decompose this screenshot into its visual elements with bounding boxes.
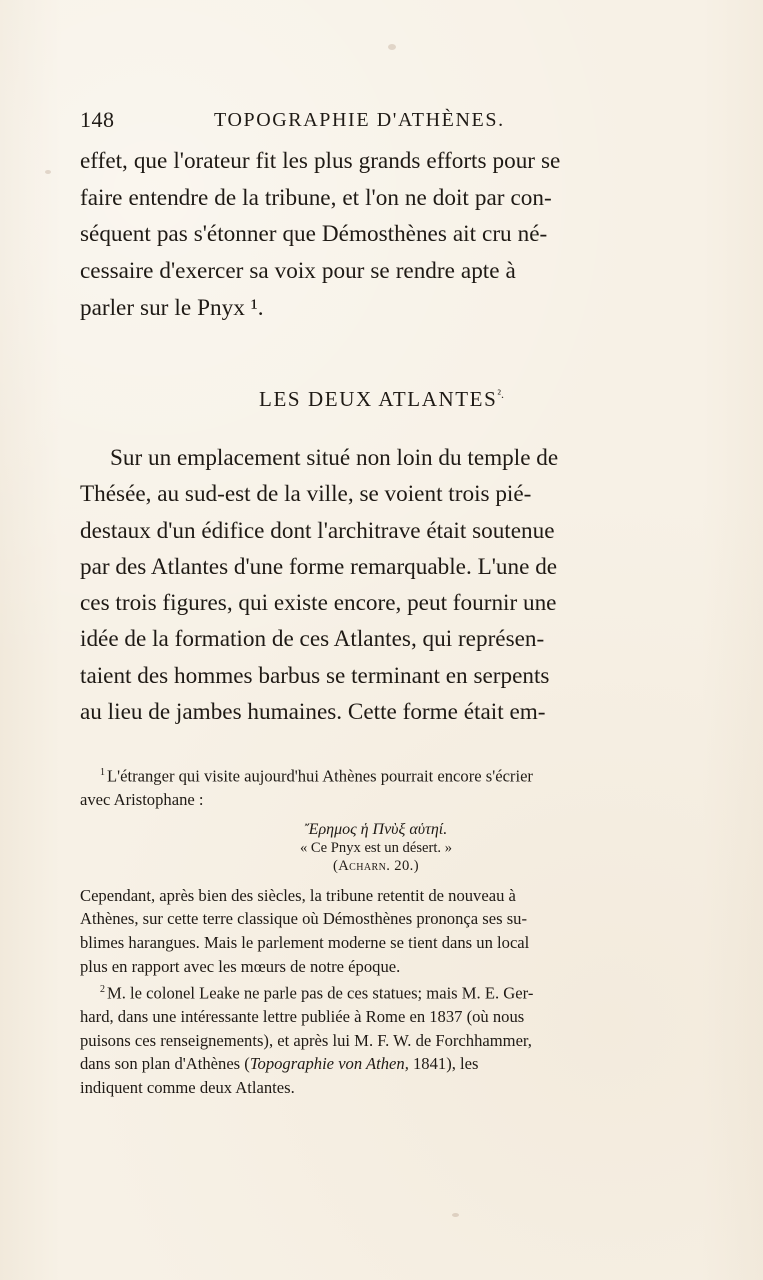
footnote-1-number: 1	[100, 767, 105, 778]
footnote-2-line-1	[80, 978, 672, 1005]
footnote-2-line-4	[80, 1052, 672, 1076]
body-2-line-7: taient des hommes barbus se terminant en serpents	[80, 662, 550, 689]
footnote-2-line-2: hard, dans une intéressante lettre publiée à Rome en 1837 (où nous	[80, 1007, 525, 1027]
footnote-1-cont-4: plus en rapport avec les mœurs de notre époque.	[80, 956, 401, 976]
body-2-line-4: par des Atlantes d'une forme remarquable. L'une de	[80, 553, 558, 580]
footnote-1	[80, 761, 672, 978]
body-2-line-6: idée de la formation de ces Atlantes, qui représen-	[80, 626, 545, 653]
footnote-1-cont-2: Athènes, sur cette terre classique où Démosthènes prononça ses su-	[80, 909, 527, 929]
running-title: TOPOGRAPHIE D'ATHÈNES.	[214, 109, 505, 131]
footnote-1-line-1	[80, 761, 672, 788]
paper-speck	[388, 44, 396, 50]
body-2-line-1: Sur un emplacement situé non loin du temple de	[110, 445, 559, 471]
paper-speck	[45, 170, 51, 174]
footnote-2-line-3: puisons ces renseignements), et après lui M. F. W. de Forchhammer,	[80, 1030, 532, 1050]
footnote-1-text-1: L'étranger qui visite aujourd'hui Athènes pourrait encore s'écrier	[107, 766, 533, 786]
footnote-1-cont-3: blimes harangues. Mais le parlement moderne se tient dans un local	[80, 932, 530, 952]
footnote-2-line-4-start: dans son plan d'Athènes (	[80, 1054, 250, 1074]
page-number: 148	[80, 107, 115, 132]
body-1-line-5: parler sur le Pnyx ¹.	[80, 294, 264, 321]
footnote-1-continuation	[80, 884, 672, 978]
section-heading-text: LES DEUX ATLANTES	[259, 387, 498, 411]
main-text-continuation	[80, 143, 672, 327]
french-quote: « Ce Pnyx est un désert. »	[299, 839, 452, 856]
greek-quote	[80, 821, 672, 875]
footnote-2-text-1: M. le colonel Leake ne parle pas de ces statues; mais M. E. Ger-	[107, 983, 534, 1003]
page-header	[80, 106, 672, 134]
footnote-2-title: Topographie von Athen,	[249, 1054, 409, 1074]
body-2-line-3: destaux d'un édifice dont l'architrave était soutenue	[80, 517, 555, 544]
body-1-line-3: séquent pas s'étonner que Démosthènes ait cru né-	[80, 221, 548, 248]
footnote-2-line-5: indiquent comme deux Atlantes.	[80, 1078, 295, 1097]
body-1-line-1: effet, que l'orateur fit les plus grands efforts pour se	[80, 148, 561, 174]
footnote-1-cont-1: Cependant, après bien des siècles, la tribune retentit de nouveau à	[80, 885, 516, 905]
footnotes	[80, 761, 672, 1100]
quote-citation: (Acharn. 20.)	[332, 857, 419, 874]
section-heading-note-ref: ².	[497, 387, 504, 401]
section-heading	[0, 380, 763, 413]
section-body	[80, 440, 672, 730]
body-2-line-8: au lieu de jambes humaines. Cette forme était em-	[80, 699, 546, 726]
body-2-line-2: Thésée, au sud-est de la ville, se voient trois pié-	[80, 481, 532, 508]
footnote-2	[80, 978, 672, 1100]
footnote-1-line-2: avec Aristophane :	[80, 790, 204, 810]
body-1-line-2: faire entendre de la tribune, et l'on ne doit par con-	[80, 184, 552, 211]
greek-line: Ἔρημος ἡ Πνὺξ αὑτηί.	[304, 820, 448, 838]
paper-speck	[452, 1213, 459, 1217]
body-1-line-4: cessaire d'exercer sa voix pour se rendre apte à	[80, 258, 516, 285]
body-2-line-5: ces trois figures, qui existe encore, peut fournir une	[80, 590, 557, 617]
footnote-2-number: 2	[100, 984, 105, 996]
footnote-2-line-4-end: 1841), les	[408, 1054, 479, 1074]
